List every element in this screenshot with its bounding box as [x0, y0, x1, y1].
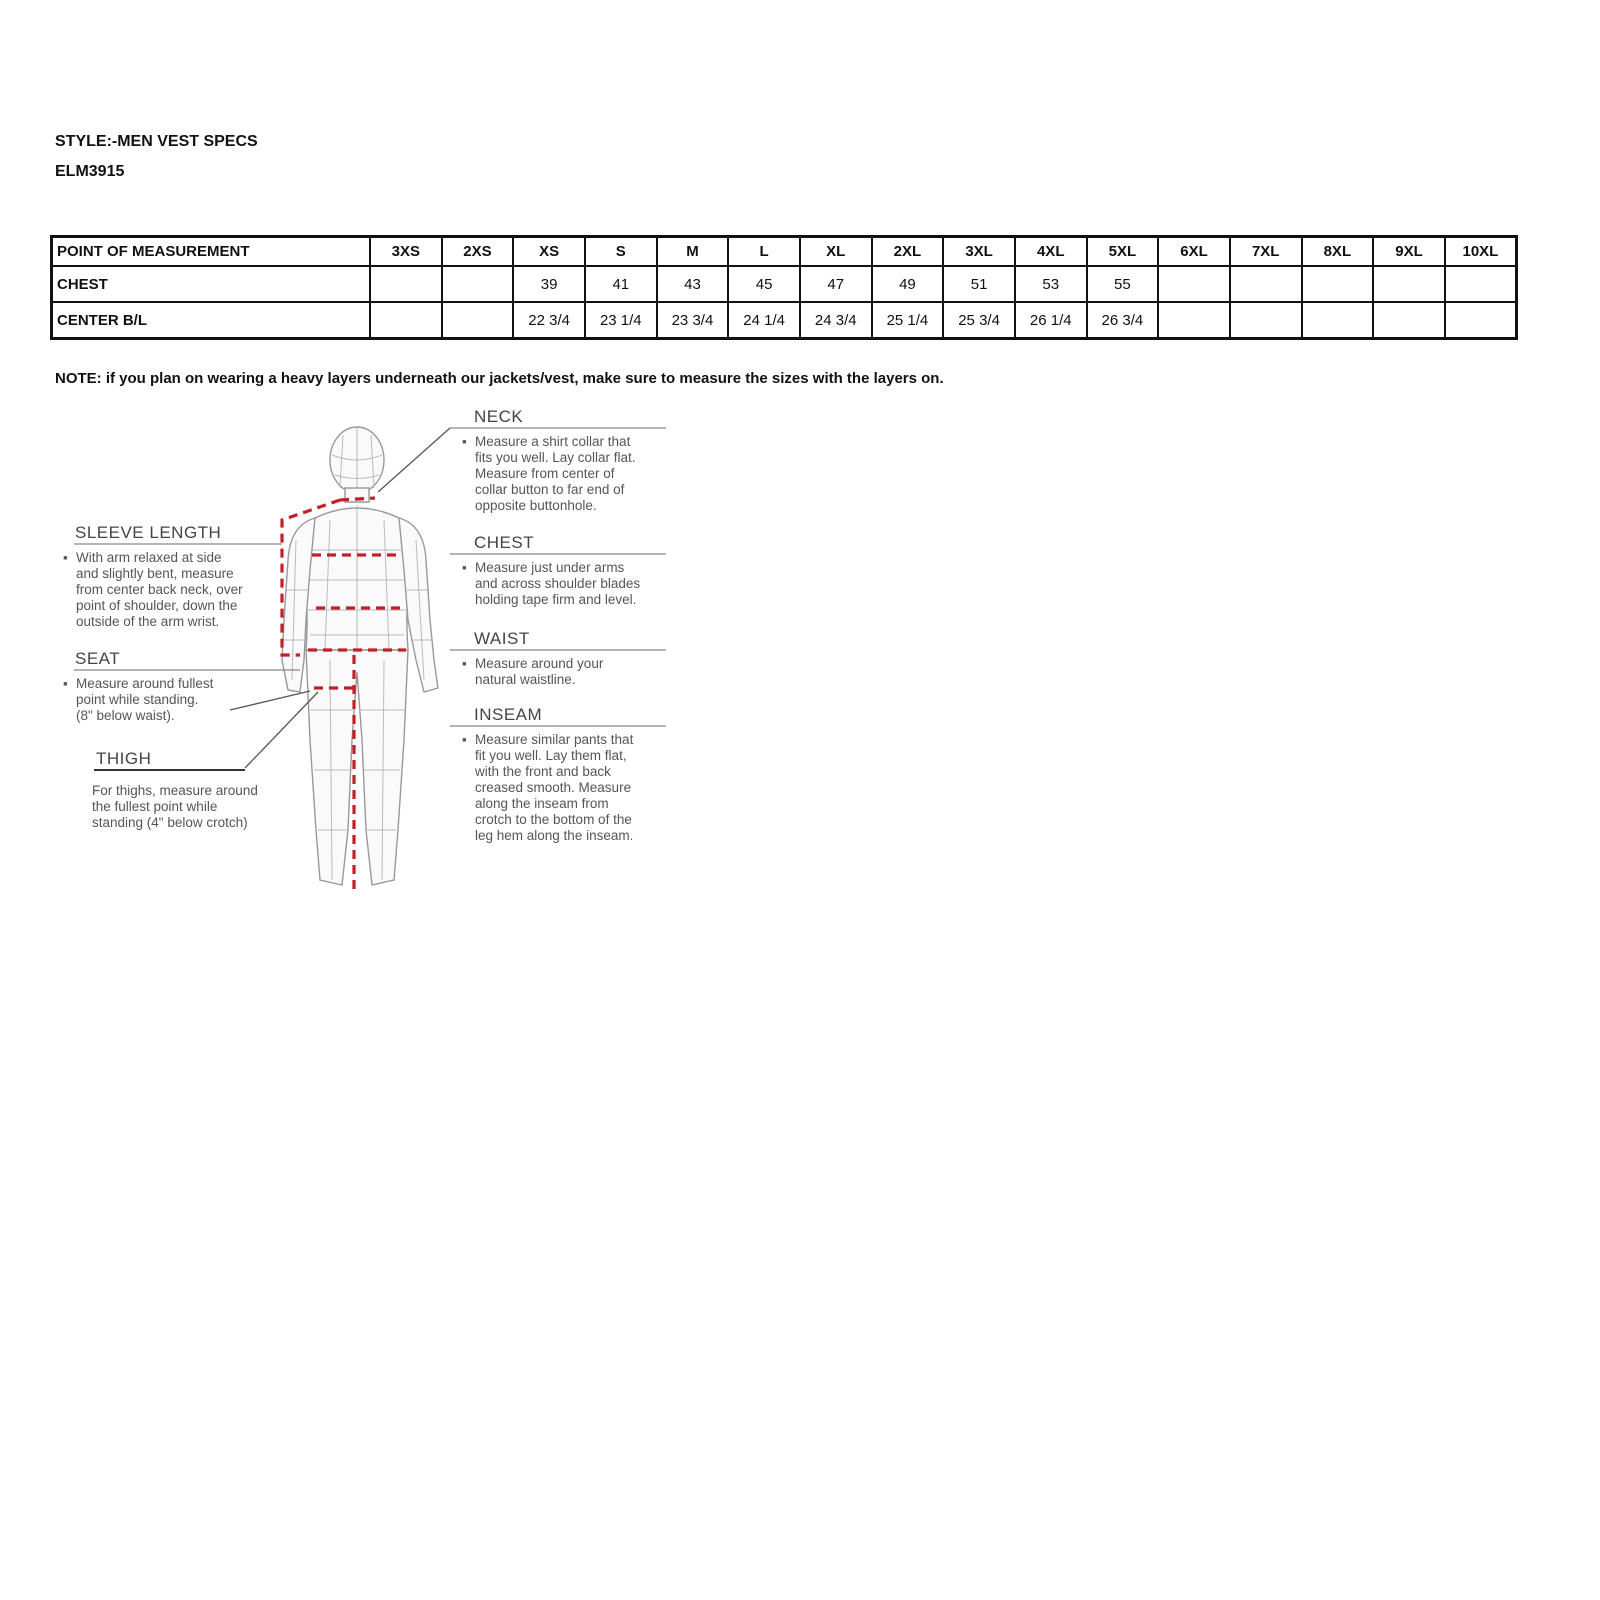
sleeve-line: outside of the arm wrist.	[76, 614, 220, 629]
column-header-size: L	[728, 237, 800, 267]
seat-line: Measure around fullest	[76, 676, 214, 691]
seat-line: (8" below waist).	[76, 708, 175, 723]
svg-text:▪: ▪	[462, 656, 467, 671]
svg-text:▪: ▪	[462, 560, 467, 575]
neck-line: fits you well. Lay collar flat.	[475, 450, 636, 465]
column-header-point-of-measurement: POINT OF MEASUREMENT	[52, 237, 371, 267]
chest-line: Measure just under arms	[475, 560, 625, 575]
chest-line: and across shoulder blades	[475, 576, 641, 591]
table-cell: 43	[657, 266, 729, 302]
table-cell: 55	[1087, 266, 1159, 302]
table-cell	[1230, 302, 1302, 339]
table-cell	[1445, 266, 1517, 302]
style-title: STYLE:-MEN VEST SPECS	[55, 133, 258, 150]
waist-line: natural waistline.	[475, 672, 576, 687]
column-header-size: 2XS	[442, 237, 514, 267]
inseam-line: creased smooth. Measure	[475, 780, 632, 795]
thigh-line: For thighs, measure around	[92, 783, 258, 798]
neck-line: Measure from center of	[475, 466, 615, 481]
waist-title: WAIST	[474, 629, 530, 648]
waist-line: Measure around your	[475, 656, 604, 671]
table-cell: 45	[728, 266, 800, 302]
column-header-size: 4XL	[1015, 237, 1087, 267]
seat-line: point while standing.	[76, 692, 199, 707]
column-header-size: 3XS	[370, 237, 442, 267]
chest-line: holding tape firm and level.	[475, 592, 637, 607]
inseam-line: fit you well. Lay them flat,	[475, 748, 627, 763]
thigh-line: the fullest point while	[92, 799, 218, 814]
column-header-size: XS	[513, 237, 585, 267]
inseam-line: Measure similar pants that	[475, 732, 634, 747]
row-label: CENTER B/L	[52, 302, 371, 339]
table-cell	[1373, 266, 1445, 302]
table-cell: 47	[800, 266, 872, 302]
table-cell	[370, 302, 442, 339]
column-header-size: 5XL	[1087, 237, 1159, 267]
row-label: CHEST	[52, 266, 371, 302]
table-cell	[1302, 266, 1374, 302]
table-cell: 53	[1015, 266, 1087, 302]
table-cell	[1302, 302, 1374, 339]
svg-text:▪: ▪	[63, 550, 68, 565]
table-row	[52, 266, 1517, 302]
svg-text:▪: ▪	[462, 732, 467, 747]
table-cell: 51	[943, 266, 1015, 302]
column-header-size: 9XL	[1373, 237, 1445, 267]
neck-line: collar button to far end of	[475, 482, 625, 497]
table-cell	[1373, 302, 1445, 339]
table-cell	[442, 266, 514, 302]
table-cell	[1445, 302, 1517, 339]
table-cell	[442, 302, 514, 339]
svg-text:▪: ▪	[462, 434, 467, 449]
body-figure	[282, 427, 438, 885]
table-cell: 22 3/4	[513, 302, 585, 339]
neck-line: Measure a shirt collar that	[475, 434, 631, 449]
column-header-size: XL	[800, 237, 872, 267]
thigh-line: standing (4" below crotch)	[92, 815, 248, 830]
svg-text:▪: ▪	[63, 676, 68, 691]
sleeve-line: and slightly bent, measure	[76, 566, 234, 581]
size-spec-table	[50, 235, 1518, 340]
table-cell: 24 1/4	[728, 302, 800, 339]
inseam-line: leg hem along the inseam.	[475, 828, 634, 843]
table-cell: 39	[513, 266, 585, 302]
column-header-size: 8XL	[1302, 237, 1374, 267]
table-row	[52, 302, 1517, 339]
table-cell: 23 1/4	[585, 302, 657, 339]
sleeve-title: SLEEVE LENGTH	[75, 523, 222, 542]
table-cell	[1158, 302, 1230, 339]
column-header-size: 3XL	[943, 237, 1015, 267]
table-cell: 41	[585, 266, 657, 302]
inseam-line: with the front and back	[475, 764, 611, 779]
column-header-size: 6XL	[1158, 237, 1230, 267]
column-header-size: 7XL	[1230, 237, 1302, 267]
column-header-size: 10XL	[1445, 237, 1517, 267]
table-cell: 26 1/4	[1015, 302, 1087, 339]
table-header-row	[52, 237, 1517, 267]
table-cell: 25 3/4	[943, 302, 1015, 339]
column-header-size: S	[585, 237, 657, 267]
sleeve-line: from center back neck, over	[76, 582, 243, 597]
sleeve-line: With arm relaxed at side	[76, 550, 222, 565]
inseam-line: along the inseam from	[475, 796, 609, 811]
neck-title: NECK	[474, 410, 524, 426]
layering-note: NOTE: if you plan on wearing a heavy layers underneath our jackets/vest, make sure to measure the sizes with the layers on.	[55, 370, 944, 387]
style-code: ELM3915	[55, 163, 125, 180]
seat-title: SEAT	[75, 649, 121, 668]
table-cell	[1158, 266, 1230, 302]
table-cell	[1230, 266, 1302, 302]
neck-line: opposite buttonhole.	[475, 498, 597, 513]
inseam-line: crotch to the bottom of the	[475, 812, 632, 827]
table-cell	[370, 266, 442, 302]
sleeve-line: point of shoulder, down the	[76, 598, 238, 613]
measurement-guide-diagram	[60, 410, 700, 920]
table-cell: 26 3/4	[1087, 302, 1159, 339]
inseam-title: INSEAM	[474, 705, 543, 724]
column-header-size: M	[657, 237, 729, 267]
thigh-title: THIGH	[96, 749, 152, 768]
table-cell: 49	[872, 266, 944, 302]
table-cell: 23 3/4	[657, 302, 729, 339]
table-cell: 24 3/4	[800, 302, 872, 339]
table-cell: 25 1/4	[872, 302, 944, 339]
column-header-size: 2XL	[872, 237, 944, 267]
chest-title: CHEST	[474, 533, 535, 552]
